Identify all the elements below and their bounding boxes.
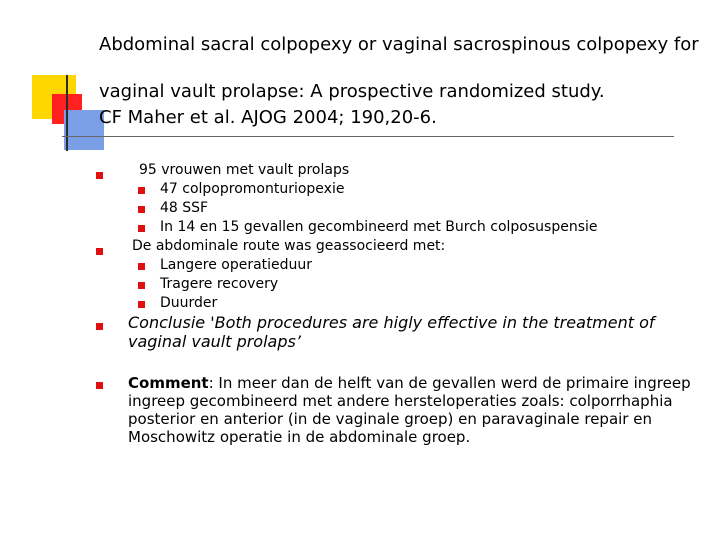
bullet-vault-prolaps: 95 vrouwen met vault prolaps [139, 162, 350, 178]
bullet-marker [96, 172, 103, 179]
sub-bullet-item: Tragere recovery [160, 276, 279, 292]
title-line-2: vaginal vault prolapse: A prospective randomized study. [99, 81, 605, 102]
comment-text [128, 374, 698, 446]
sub-bullet-marker [138, 187, 145, 194]
sub-bullet-marker [138, 263, 145, 270]
sub-bullet-item: Langere operatieduur [160, 257, 313, 273]
sub-bullet-item: Duurder [160, 295, 218, 311]
sub-bullet-marker [138, 282, 145, 289]
sub-bullet-marker [138, 225, 145, 232]
sub-bullet-item: 47 colpopromonturiopexie [160, 181, 345, 197]
sub-bullet-item: In 14 en 15 gevallen gecombineerd met Burch colposuspensie [160, 219, 598, 235]
decorative-blue-square [64, 110, 104, 150]
decorative-vertical-line [66, 75, 68, 151]
comment-label: Comment [128, 374, 209, 392]
sub-bullet-marker [138, 301, 145, 308]
title-underline [62, 136, 674, 137]
sub-bullet-item: 48 SSF [160, 200, 209, 216]
comment-body: : In meer dan de helft van de gevallen werd de primaire ingreep ingreep gecombineerd met andere hersteloperaties zoals: colporrhaphia posterior en anterior (in de vaginale groep) en paravaginale repair en Moschowitz operatie in de abdominale groep. [128, 374, 691, 446]
bullet-abdominal-route: De abdominale route was geassocieerd met: [132, 238, 446, 254]
title-line-1: Abdominal sacral colpopexy or vaginal sacrospinous colpopexy for [99, 34, 699, 55]
bullet-marker [96, 323, 103, 330]
sub-bullet-marker [138, 206, 145, 213]
conclusion-text: Conclusie 'Both procedures are higly effective in the treatment of vaginal vault prolaps’ [128, 313, 655, 351]
bullet-marker [96, 382, 103, 389]
title-line-3: CF Maher et al. AJOG 2004; 190,20-6. [99, 107, 437, 128]
bullet-marker [96, 248, 103, 255]
